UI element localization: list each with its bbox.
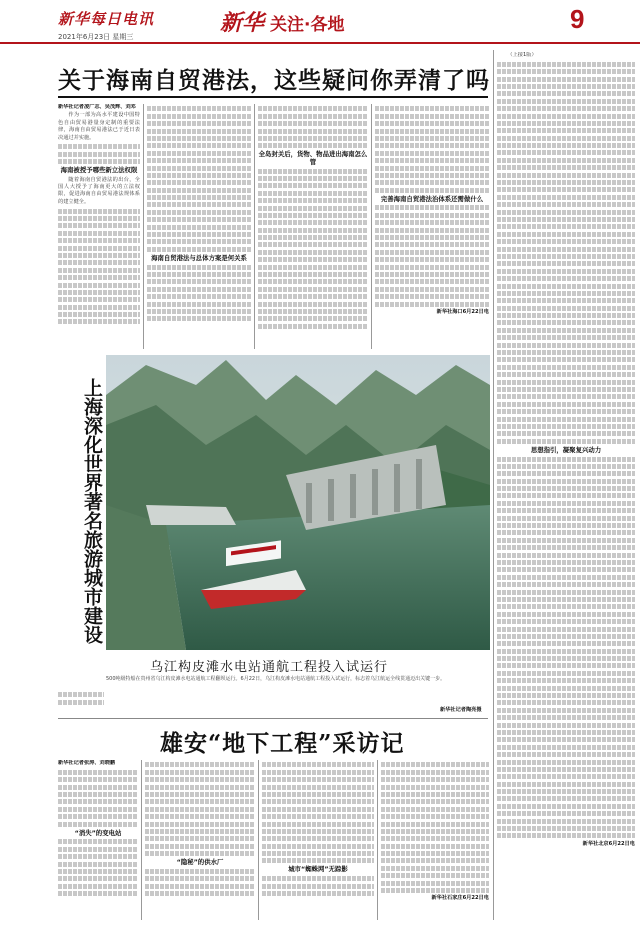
sidebar-story-title: 上海深化世界著名旅游城市建设 <box>81 378 103 644</box>
right-column-article <box>497 52 635 920</box>
article1-paragraph: 随着海南自贸港法的出台，全国人大授予了海南更大的立法权限，促进海南自由贸易港法规体系的建立健全。 <box>58 176 140 205</box>
right-column-subheading: 思想指引，凝聚复兴动力 <box>530 445 602 454</box>
article2-title: 雄安“地下工程”采访记 <box>160 730 405 757</box>
page-number: 9 <box>570 4 585 34</box>
masthead <box>58 8 154 42</box>
right-column-credit: 新华社北京6月22日电 <box>582 840 635 847</box>
article2-subheading: “隐秘”的供水厂 <box>176 858 224 867</box>
news-photo <box>106 355 490 650</box>
section-rule <box>58 718 488 719</box>
photo-caption: 乌江构皮滩水电站通航工程投入试运行 <box>150 660 389 675</box>
section-name: 关注·各地 <box>270 15 345 35</box>
article1-subheading: 海南被授予哪些新立法权限 <box>60 166 138 175</box>
section-logo: 新华 <box>220 10 265 36</box>
article1-title: 关于海南自贸港法，这些疑问你弄清了吗 <box>58 67 490 94</box>
photo-description: 500吨级特船在贵州省乌江构皮滩水电站通航工程翻坝运行。6月22日，乌江构皮滩水电站通航工程投入试运行，标志着乌江航运全线贯通迈出关键一步。 <box>106 676 446 682</box>
article1-column-2 <box>147 104 251 349</box>
article2-column-4 <box>381 760 489 920</box>
sidebar-story-tail <box>58 690 104 714</box>
hydropower-station-photo <box>106 355 490 650</box>
title-rule <box>58 96 488 98</box>
article2-byline: 新华社记者张涛、刘晓鹏 <box>58 760 116 766</box>
article2-credit: 新华社石家庄6月22日电 <box>431 895 489 902</box>
article1-column-1 <box>58 104 140 349</box>
section-heading <box>220 6 344 37</box>
article1-subheading: 完善海南自贸港法治体系还需做什么 <box>380 194 484 203</box>
sidebar-story-dateline <box>58 356 104 376</box>
article1-credit: 新华社海口6月22日电 <box>436 308 489 315</box>
article1-column-4 <box>375 104 489 349</box>
article2-column-1 <box>58 760 138 920</box>
article1-subheading: 海南自贸港法与总体方案是何关系 <box>151 253 247 262</box>
article1-byline: 新华社记者凌广志、吴茂辉、刘邓 <box>58 104 136 110</box>
article1-column-3 <box>258 104 368 349</box>
issue-date: 2021年6月23日 星期三 <box>58 33 134 41</box>
newspaper-logo: 新华每日电讯 <box>58 10 155 28</box>
page-header <box>0 0 640 44</box>
right-column-intro: （上接1版） <box>507 52 537 58</box>
article1-subheading: 全岛封关后，货物、物品进出海南怎么管 <box>258 150 368 166</box>
photo-credit: 新华社记者陶亮摄 <box>440 707 482 713</box>
article2-column-2 <box>145 760 255 920</box>
article2-subheading: 城市“蜘蛛网”无踪影 <box>288 865 348 874</box>
article1-paragraph: 作为一部为高水平建设中国特色自由贸易港量身定制的重要法律，海南自由贸易港法已于近日表决通过并实施。 <box>58 112 140 141</box>
article2-subheading: “消失”的变电站 <box>74 828 122 837</box>
article2-column-3 <box>262 760 374 920</box>
